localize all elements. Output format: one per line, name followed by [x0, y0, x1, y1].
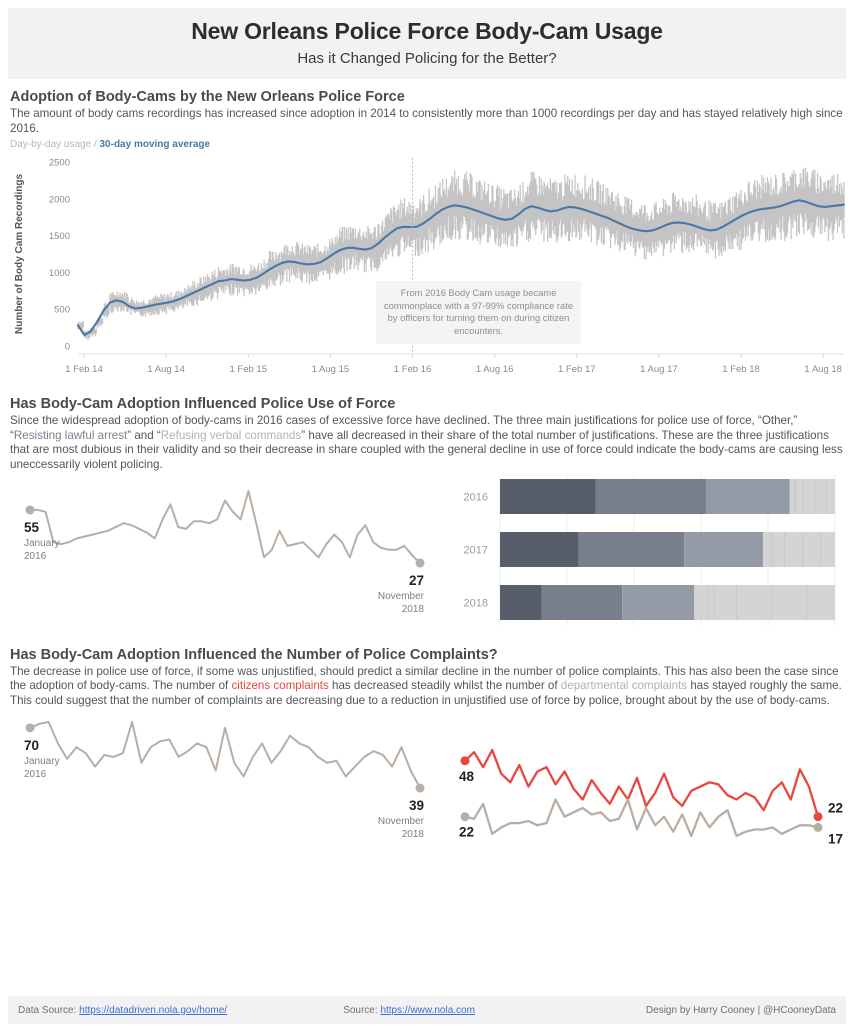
svg-text:1 Aug 16: 1 Aug 16 [475, 364, 514, 376]
uof-text-2: ” “ [10, 414, 798, 442]
comp-text-1: The decrease in police use of force, if some was unjustified, should predict a similar decline in the number of police complaints. This has also been the case since the adoption of body-cams. The number of [10, 664, 839, 693]
footer-source-link[interactable]: https://www.nola.com [380, 1004, 475, 1016]
page-footer [8, 996, 846, 1024]
svg-text:1 Feb 14: 1 Feb 14 [65, 364, 103, 376]
section-complaints-body [10, 665, 844, 709]
svg-text:Number of Body Cam Recordings: Number of Body Cam Recordings [14, 174, 25, 335]
svg-text:January: January [24, 537, 60, 549]
uof-text-3: ” and “ [127, 428, 161, 442]
uof-category-other: Other, [761, 414, 794, 428]
svg-text:2500: 2500 [48, 157, 70, 169]
comp-text-3: has stayed roughly the same. This could suggest that the number of complaints are decreasing due to a reduction in unjustified use of force by police, brought about by the use of body-cams. [10, 679, 842, 707]
svg-text:2018: 2018 [463, 597, 488, 610]
section-adoption-heading: Adoption of Body-Cams by the New Orleans Police Force [10, 89, 405, 105]
footer-data-source-link[interactable]: https://datadriven.nola.gov/home/ [79, 1004, 228, 1016]
svg-text:55: 55 [24, 519, 40, 535]
legend-daily-label: Day-by-day usage [10, 139, 92, 151]
svg-text:1 Aug 15: 1 Aug 15 [311, 364, 350, 376]
svg-text:27: 27 [408, 572, 424, 588]
svg-text:January: January [24, 756, 60, 768]
svg-text:1 Feb 18: 1 Feb 18 [722, 364, 760, 376]
uof-text-1: Since the widespread adoption of body-cams in 2016 cases of excessive force have declined. The three main justifications for police use of force, “ [10, 414, 762, 428]
chart-annotation: From 2016 Body Cam usage became commonplace with a 97-99% compliance rate by officers for turning them on during citizen encounters. [376, 281, 581, 343]
section-use-of-force [0, 396, 854, 472]
svg-text:2018: 2018 [401, 603, 424, 615]
legend-moving-average-label: 30-day moving average [99, 139, 211, 151]
chart-legend [10, 139, 844, 150]
uof-category-resisting: Resisting lawful arrest [13, 428, 128, 442]
svg-text:0: 0 [64, 341, 70, 353]
svg-text:2016: 2016 [24, 769, 47, 781]
use-of-force-svg [0, 473, 854, 645]
svg-text:17: 17 [828, 831, 844, 847]
section-adoption [0, 89, 854, 150]
body-cam-recordings-svg [0, 150, 854, 390]
uof-text-4: ” have all decreased in their share of the total number of justifications. These are the three justifications that are most dubious in their validity and so their decrease in share coupled with the general decline in use of force could indicate the body-cams are causing less uneccessarily violent policing. [10, 428, 843, 471]
svg-text:1 Feb 16: 1 Feb 16 [393, 364, 432, 376]
section-use-of-force-heading: Has Body-Cam Adoption Influenced Police Use of Force [10, 396, 396, 413]
svg-text:2016: 2016 [463, 491, 488, 504]
svg-text:1 Aug 14: 1 Aug 14 [147, 364, 185, 376]
legend-separator: / [93, 139, 97, 151]
svg-text:2016: 2016 [24, 550, 47, 562]
svg-text:48: 48 [459, 769, 475, 785]
svg-text:1000: 1000 [48, 268, 70, 280]
svg-text:1 Feb 15: 1 Feb 15 [229, 364, 268, 376]
comp-text-2: has decreased steadily whilst the number of [328, 679, 561, 693]
svg-text:39: 39 [408, 798, 424, 814]
comp-category-citizens: citizens complaints [231, 679, 329, 693]
uof-category-refusing: Refusing verbal commands [160, 428, 302, 442]
svg-text:22: 22 [828, 800, 844, 816]
svg-text:70: 70 [24, 738, 40, 754]
section-adoption-body: The amount of body cams recordings has increased since adoption in 2014 to consistently more than 1000 recordings per day and has stayed relatively high since 2016. [10, 107, 843, 135]
footer-data-source [8, 1005, 343, 1016]
footer-source [343, 1005, 603, 1016]
svg-text:500: 500 [54, 304, 70, 316]
footer-credit: Design by Harry Cooney | @HCooneyData [645, 1004, 836, 1016]
svg-text:1500: 1500 [48, 231, 70, 243]
complaints-charts [0, 708, 854, 876]
complaints-svg [0, 708, 854, 876]
comp-category-departmental: departmental complaints [560, 679, 688, 693]
page-title: New Orleans Police Force Body-Cam Usage [191, 18, 663, 44]
section-complaints [0, 647, 854, 709]
svg-text:22: 22 [459, 824, 475, 840]
svg-text:2018: 2018 [401, 829, 424, 841]
svg-text:2000: 2000 [48, 194, 70, 206]
page-header [8, 8, 846, 79]
use-of-force-charts [0, 473, 854, 645]
section-use-of-force-body [10, 414, 844, 472]
body-cam-recordings-chart [0, 150, 854, 390]
svg-text:1 Feb 17: 1 Feb 17 [558, 364, 596, 376]
svg-text:November: November [377, 590, 424, 602]
footer-source-label: Source: [343, 1004, 381, 1016]
svg-text:1 Aug 18: 1 Aug 18 [804, 364, 842, 376]
svg-text:1 Aug 17: 1 Aug 17 [640, 364, 678, 376]
footer-data-source-label: Data Source: [18, 1004, 80, 1016]
section-complaints-heading: Has Body-Cam Adoption Influenced the Number of Police Complaints? [10, 646, 498, 663]
svg-text:2017: 2017 [463, 544, 488, 557]
page-subtitle: Has it Changed Policing for the Better? [297, 50, 557, 67]
svg-text:November: November [377, 816, 424, 828]
